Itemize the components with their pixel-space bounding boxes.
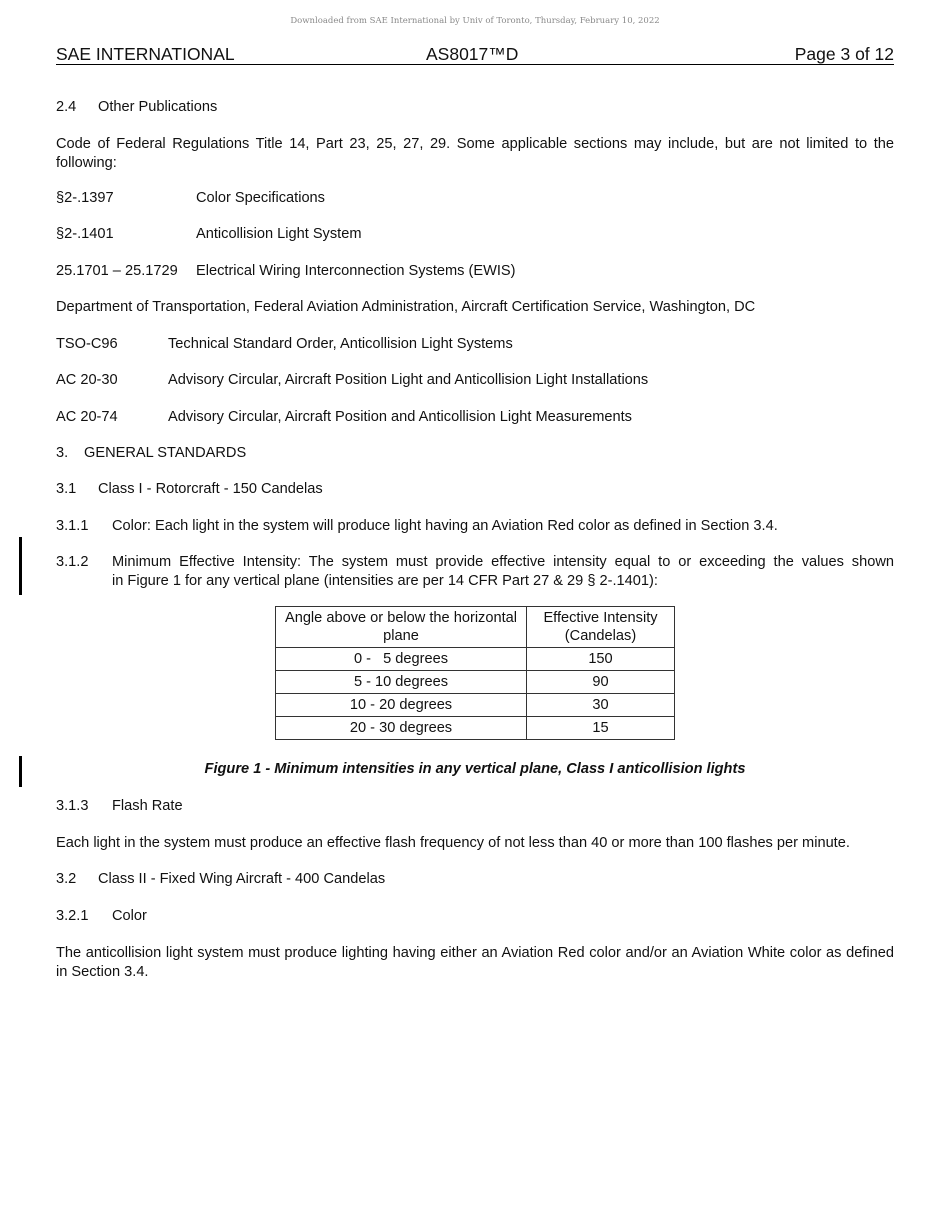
col-header-intensity: Effective Intensity (Candelas) (527, 607, 675, 648)
cell-intensity: 150 (527, 648, 675, 671)
header-doc-id: AS8017™D (426, 44, 519, 64)
dot-ref: TSO-C96 (56, 336, 118, 352)
section-3-2-number: 3.2 (56, 871, 77, 887)
header-rule (56, 64, 894, 65)
col-header-angle: Angle above or below the horizontal plane (276, 607, 527, 648)
cfr-desc: Color Specifications (196, 190, 325, 206)
cell-intensity: 15 (527, 717, 675, 740)
cfr-ref: 25.1701 – 25.1729 (56, 263, 178, 279)
cell-intensity: 90 (527, 671, 675, 694)
table-row (276, 694, 675, 717)
section-3-2-1-number: 3.2.1 (56, 908, 89, 924)
section-3-1-1-text: Color: Each light in the system will produce light having an Aviation Red color as defined in Section 3.4. (112, 518, 778, 534)
header-page-number: Page 3 of 12 (794, 44, 894, 64)
dot-desc: Technical Standard Order, Anticollision Light Systems (168, 336, 513, 352)
section-3-1-2-line2: in Figure 1 for any vertical plane (intensities are per 14 CFR Part 27 & 29 § 2-.1401): (112, 573, 658, 589)
cfr-ref: §2-.1397 (56, 190, 114, 206)
section-3-2-1-title: Color (112, 908, 147, 924)
section-3-1-title: Class I - Rotorcraft - 150 Candelas (98, 481, 323, 497)
table-row (276, 717, 675, 740)
section-2-4-title: Other Publications (98, 99, 218, 115)
dot-line: Department of Transportation, Federal Aviation Administration, Aircraft Certification Service, Washington, DC (56, 299, 756, 315)
section-3-1-2-number: 3.1.2 (56, 554, 89, 570)
table-header-row (276, 607, 675, 648)
section-2-4-intro: Code of Federal Regulations Title 14, Part 23, 25, 27, 29. Some applicable sections may include, but are not limited to the following: (56, 136, 894, 171)
cfr-desc: Electrical Wiring Interconnection Systems (EWIS) (196, 263, 516, 279)
section-3-title: GENERAL STANDARDS (84, 445, 247, 461)
cell-angle: 20 - 30 degrees (276, 717, 527, 740)
section-3-1-1-number: 3.1.1 (56, 518, 89, 534)
download-notice: Downloaded from SAE International by Univ of Toronto, Thursday, February 10, 2022 (290, 16, 660, 26)
dot-ref: AC 20-74 (56, 409, 118, 425)
table-row (276, 648, 675, 671)
section-3-1-3-text: Each light in the system must produce an effective flash frequency of not less than 40 or more than 100 flashes per minute. (56, 835, 850, 851)
cfr-ref: §2-.1401 (56, 226, 114, 242)
cfr-desc: Anticollision Light System (196, 226, 362, 242)
table-row (276, 671, 675, 694)
section-3-2-1-text: The anticollision light system must produce lighting having either an Aviation Red color and/or an Aviation White color as defined in Section 3.4. (56, 945, 894, 980)
section-3-1-number: 3.1 (56, 481, 77, 497)
section-3-1-3-title: Flash Rate (112, 798, 183, 814)
cell-angle: 0 - 5 degrees (276, 648, 527, 671)
section-3-1-3-number: 3.1.3 (56, 798, 89, 814)
dot-ref: AC 20-30 (56, 372, 118, 388)
cell-intensity: 30 (527, 694, 675, 717)
revision-bar (19, 537, 22, 595)
cell-angle: 10 - 20 degrees (276, 694, 527, 717)
section-3-1-2-line1: Minimum Effective Intensity: The system must provide effective intensity equal to or exceeding the values shown (112, 554, 894, 570)
dot-desc: Advisory Circular, Aircraft Position Light and Anticollision Light Installations (168, 372, 649, 388)
cell-angle: 5 - 10 degrees (276, 671, 527, 694)
section-3-2-title: Class II - Fixed Wing Aircraft - 400 Candelas (98, 871, 386, 887)
section-3-number: 3. (56, 445, 69, 461)
section-2-4-number: 2.4 (56, 99, 77, 115)
figure-1-table (275, 606, 675, 740)
header-org: SAE INTERNATIONAL (56, 44, 235, 64)
figure-1-caption: Figure 1 - Minimum intensities in any vertical plane, Class I anticollision lights (204, 761, 746, 777)
dot-desc: Advisory Circular, Aircraft Position and Anticollision Light Measurements (168, 409, 632, 425)
